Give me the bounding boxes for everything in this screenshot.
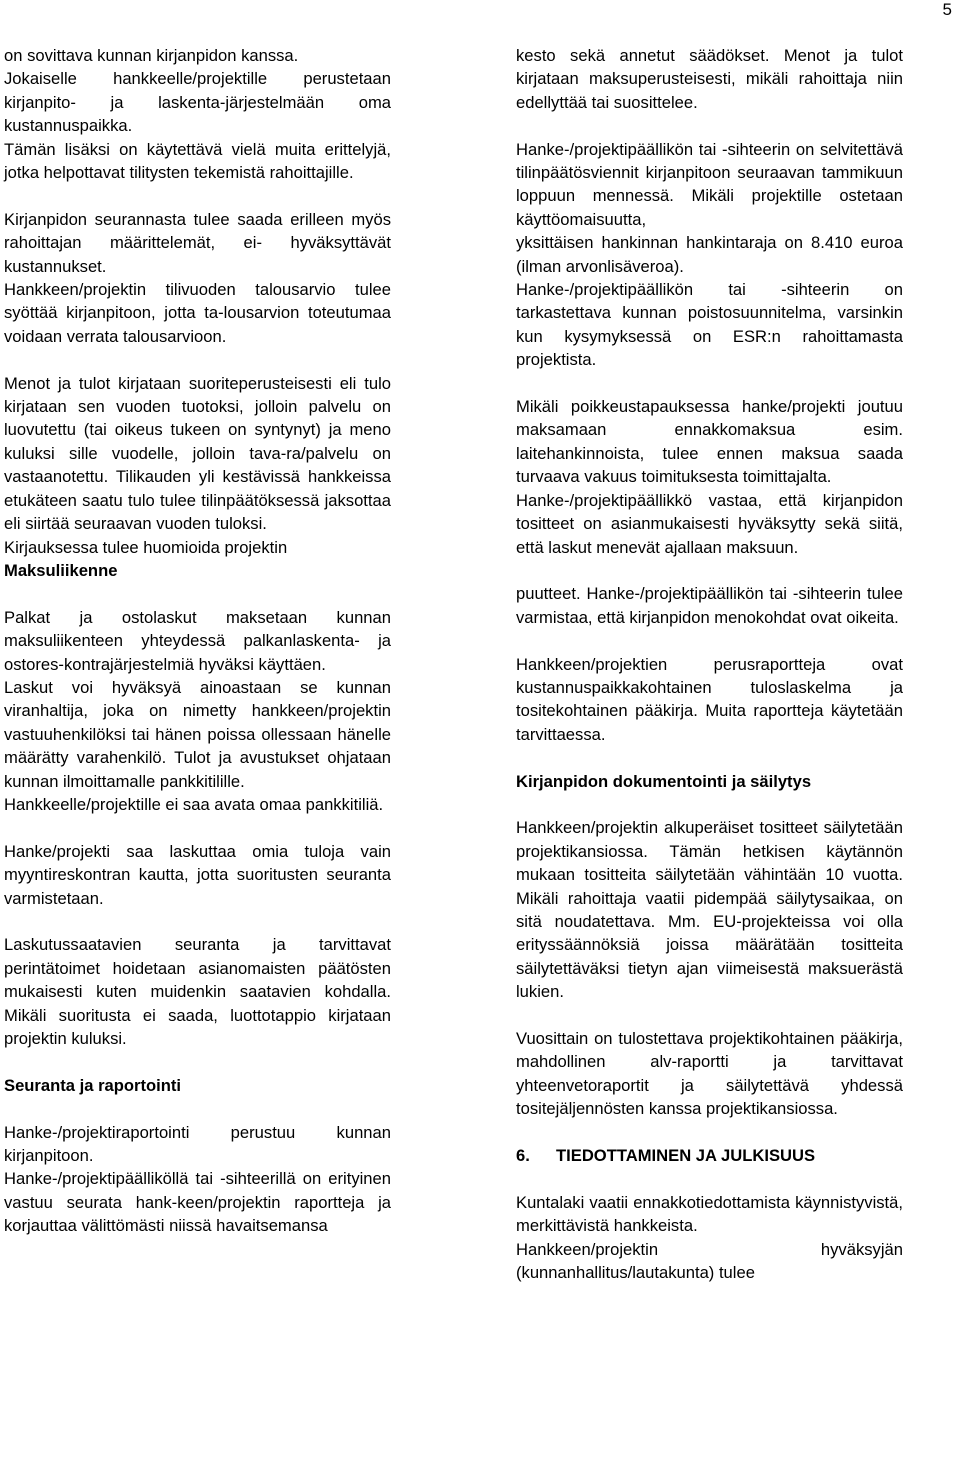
right-paragraph-1: kesto sekä annetut säädökset. Menot ja tulot kirjataan maksuperusteisesti, mikäli rahoittaja niin edellyttää tai suosittelee.: [516, 46, 903, 112]
right-paragraph-2: Hanke-/projektipäällikön tai -sihteerin on selvitettävä tilinpäätösviennit kirjanpitoon seuraavan tammikuun loppuun mennessä. Mikäli projektille ostetaan käyttöomaisuutta, yksittäisen hankinnan hankintaraja on 8.410 euroa (ilman arvonlisäveroa). Hanke-/projektipäällikön tai -sihteerin on tarkastettava kunnan poistosuunnitelma, varsinkin kun kysymyksessä on ESR:n rahoittamasta projektista.: [516, 139, 903, 370]
left-paragraph-5: Hanke/projekti saa laskuttaa omia tuloja vain myyntireskontran kautta, jotta suoritusten seuranta varmistetaan.: [4, 841, 391, 908]
left-column: [4, 44, 391, 1238]
left-paragraph-7: Hanke-/projektiraportointi perustuu kunnan kirjanpitoon. Hanke-/projektipäälliköllä tai -sihteerillä on erityinen vastuu seurata hank-keen/projektin raportteja ja korjauttaa välittömästi niissä havaitsemansa: [4, 1122, 391, 1236]
heading-seuranta-ja-raportointi: Seuranta ja raportointi: [4, 1075, 182, 1095]
section-number: 6.: [516, 1145, 530, 1165]
right-paragraph-3: Mikäli poikkeustapauksessa hanke/projekti joutuu maksamaan ennakkomaksua esim. laitehankinnoista, tulee ennen maksua saada turvaava vakuus toimituksesta toimittajalta. Hanke-/projektipäällikkö vastaa, että kirjanpidon tositteet on asianmukaisesti hyväksytty sekä siitä, että laskut menevät ajallaan maksuun.: [516, 397, 903, 557]
heading-tiedottaminen: [516, 1144, 903, 1167]
left-paragraph-6: Laskutussaatavien seuranta ja tarvittavat perintätoimet hoidetaan asianomaisten päätösten mukaisesti kuten muidenkin saatavien kohdalla. Mikäli suoritusta ei saada, luottotappio kirjataan projektin kuluksi.: [4, 935, 391, 1048]
right-paragraph-5: Hankkeen/projektien perusraportteja ovat kustannuspaikkakohtainen tuloslaskelma ja tositekohtainen pääkirja. Muita raportteja käytetään tarvittaessa.: [516, 654, 903, 744]
left-paragraph-3: Menot ja tulot kirjataan suoriteperusteisesti eli tulo kirjataan sen vuoden tuotoksi, jolloin palvelu on luovutettu (tai oikeus tukeen on syntynyt) ja meno kuluksi sille vuodelle, jolloin tava-ra/palvelu on vastaanotettu. Tilikauden yli kestävissä hankkeissa etukäteen saatu tulo tulee tilinpäätöksessä jaksottaa eli siirtää seuraavan vuoden tuloksi. Kirjauksessa tulee huomioida projektin: [4, 373, 391, 557]
left-paragraph-1: on sovittava kunnan kirjanpidon kanssa. Jokaiselle hankkeelle/projektille perustetaan kirjanpito- ja laskenta-järjestelmään oma kustannuspaikka. Tämän lisäksi on käytettävä vielä muita erittelyjä, jotka helpottavat tilitysten tekemistä rahoittajille.: [4, 46, 391, 183]
heading-kirjanpidon-dokumentointi: Kirjanpidon dokumentointi ja säilytys: [516, 771, 812, 791]
right-paragraph-6: Hankkeen/projektin alkuperäiset tositteet säilytetään projektikansiossa. Tämän hetkisen käytännön mukaan tositteita säilytetään vähintään 10 vuotta. Mikäli rahoittaja vaatii pidempää säilytysaikaa, on sitä noudatettava. Mm. EU-projekteissa voi olla erityssäännöksiä joissa määrätään tositteita säilytettäväksi tietyn ajan viimeisestä maksuerästä lukien.: [516, 818, 903, 1002]
right-paragraph-4: puutteet. Hanke-/projektipäällikön tai -sihteerin tulee varmistaa, että kirjanpidon menokohdat ovat oikeita.: [516, 584, 903, 627]
section-title: TIEDOTTAMINEN JA JULKISUUS: [556, 1145, 816, 1165]
right-paragraph-7: Vuosittain on tulostettava projektikohtainen pääkirja, mahdollinen alv-raportti ja tarvittavat yhteenvetoraportit ja säilytettävä yhdessä tositejäljennösten kanssa projektikansiossa.: [516, 1028, 903, 1119]
heading-maksuliikenne: Maksuliikenne: [4, 560, 118, 580]
right-paragraph-8: Kuntalaki vaatii ennakkotiedottamista käynnistyvistä, merkittävistä hankkeista. Hankkeen/projektin hyväksyjän (kunnanhallitus/lautakunta) tulee: [516, 1192, 903, 1282]
right-column: [516, 44, 903, 1284]
left-paragraph-2: Kirjanpidon seurannasta tulee saada erilleen myös rahoittajan määrittelemät, ei- hyväksyttävät kustannukset. Hankkeen/projektin tilivuoden talousarvio tulee syöttää kirjanpitoon, jotta ta-lousarvion toteutumaa voidaan verrata talousarvioon.: [4, 209, 391, 346]
left-paragraph-4: Palkat ja ostolaskut maksetaan kunnan maksuliikenteen yhteydessä palkanlaskenta- ja ostores-kontrajärjestelmiä hyväksi käyttäen. Laskut voi hyväksyä ainoastaan se kunnan viranhaltija, joka on nimetty hankkeen/projektin vastuuhenkilöksi tai hänen poissa ollessaan hänelle määrätty varahenkilö. Tulot ja avustukset ohjataan kunnan ilmoittamalle pankkitilille. Hankkeelle/projektille ei saa avata omaa pankkitiliä.: [4, 607, 391, 814]
page-number: 5: [942, 0, 952, 19]
